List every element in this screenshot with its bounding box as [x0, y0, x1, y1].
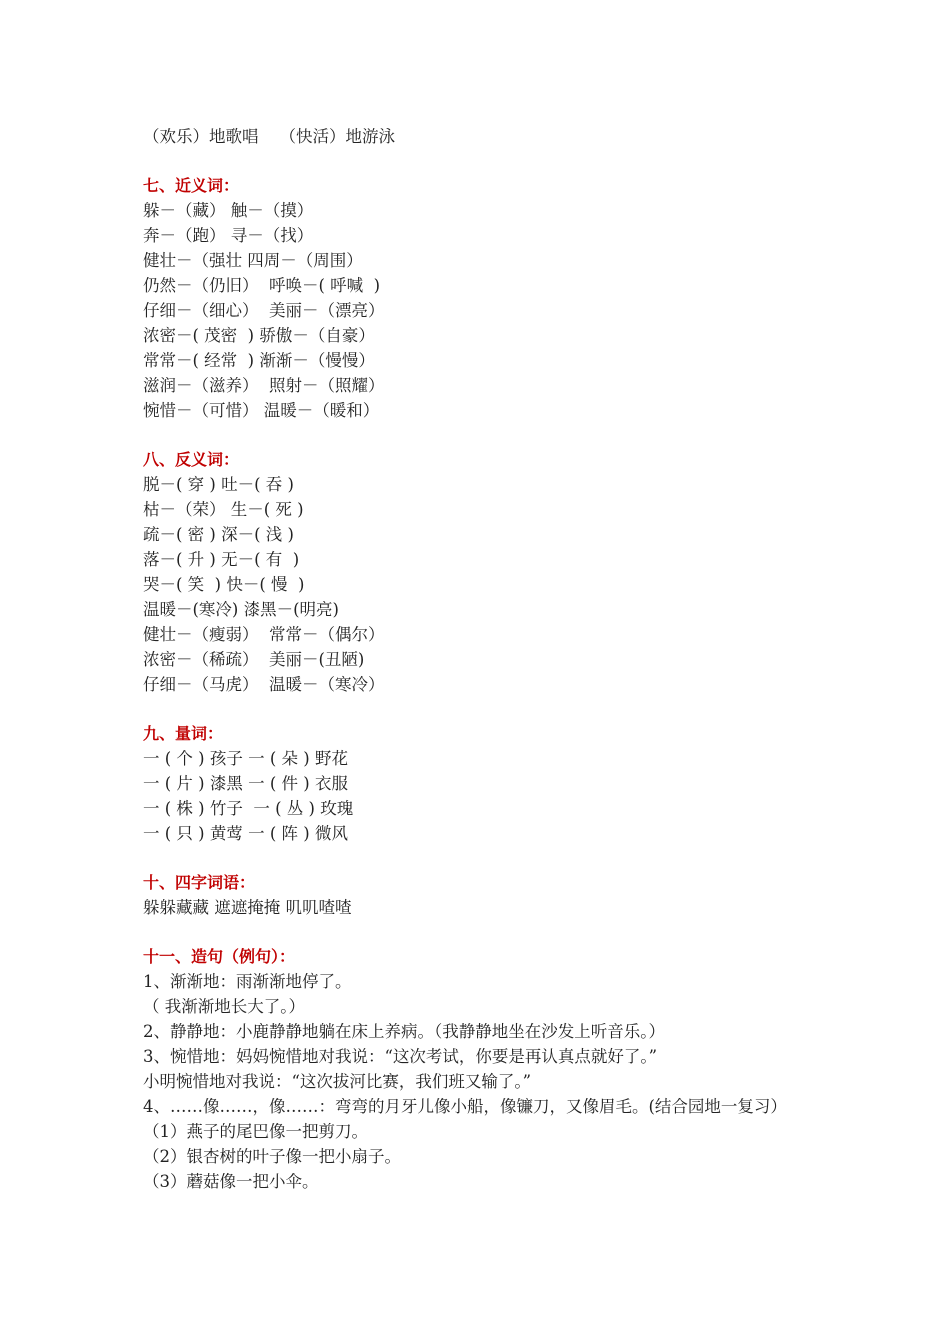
synonym-line: 躲－（藏） 触－（摸）	[143, 201, 314, 220]
measure-word-line: 一 ( 只 ) 黄莺 一 ( 阵 ) 微风	[143, 824, 348, 843]
antonym-line: 落－( 升 ) 无－( 有 )	[143, 550, 300, 569]
synonym-line: 惋惜－（可惜） 温暖－（暖和）	[143, 401, 380, 420]
spacer	[143, 697, 833, 721]
antonyms-heading: 八、反义词：	[143, 450, 240, 469]
sentence-line: （3）蘑菇像一把小伞。	[143, 1172, 319, 1191]
synonym-line: 奔－（跑） 寻－（找）	[143, 226, 314, 245]
sentence-line: 4、……像……，像……：弯弯的月牙儿像小船，像镰刀，又像眉毛。(结合园地一复习）	[143, 1097, 787, 1116]
spacer	[143, 920, 833, 944]
antonym-line: 温暖－(寒冷) 漆黑－(明亮)	[143, 600, 339, 619]
antonym-line: 浓密－（稀疏） 美丽－(丑陋)	[143, 650, 365, 669]
synonym-line: 仔细－（细心） 美丽－（漂亮）	[143, 301, 385, 320]
spacer	[143, 846, 833, 870]
four-char-line: 躲躲藏藏 遮遮掩掩 叽叽喳喳	[143, 898, 352, 917]
synonym-line: 滋润－（滋养） 照射－（照耀）	[143, 376, 385, 395]
antonym-line: 脱－( 穿 ) 吐－( 吞 )	[143, 475, 294, 494]
sentence-line: （1）燕子的尾巴像一把剪刀。	[143, 1122, 368, 1141]
spacer	[143, 149, 833, 173]
sentence-line: （ 我渐渐地长大了。）	[143, 997, 305, 1016]
document-page	[143, 124, 833, 1194]
sentence-line: 小明惋惜地对我说：“这次拔河比赛，我们班又输了。”	[143, 1072, 532, 1091]
sentence-line: 2、静静地：小鹿静静地躺在床上养病。（我静静地坐在沙发上听音乐。）	[143, 1022, 665, 1041]
sentence-line: 3、惋惜地：妈妈惋惜地对我说：“这次考试，你要是再认真点就好了。”	[143, 1047, 658, 1066]
measure-word-line: 一 ( 片 ) 漆黑 一 ( 件 ) 衣服	[143, 774, 348, 793]
measure-word-line: 一 ( 个 ) 孩子 一 ( 朵 ) 野花	[143, 749, 348, 768]
antonym-line: 健壮－（瘦弱） 常常－（偶尔）	[143, 625, 385, 644]
intro-line: （欢乐）地歌唱 （快活）地游泳	[143, 127, 395, 146]
spacer	[143, 423, 833, 447]
measure-words-heading: 九、量词：	[143, 724, 224, 743]
synonym-line: 常常－( 经常 ) 渐渐－（慢慢）	[143, 351, 375, 370]
sentences-heading: 十一、造句（例句）：	[143, 947, 296, 966]
antonym-line: 仔细－（马虎） 温暖－（寒冷）	[143, 675, 385, 694]
synonym-line: 仍然－（仍旧） 呼唤－( 呼喊 )	[143, 276, 381, 295]
antonym-line: 疏－( 密 ) 深－( 浅 )	[143, 525, 294, 544]
antonym-line: 枯－（荣） 生－( 死 )	[143, 500, 304, 519]
synonyms-heading: 七、近义词：	[143, 176, 240, 195]
synonym-line: 健壮－（强壮 四周－（周围）	[143, 251, 363, 270]
sentence-line: （2）银杏树的叶子像一把小扇子。	[143, 1147, 401, 1166]
sentence-line: 1、渐渐地：雨渐渐地停了。	[143, 972, 352, 991]
measure-word-line: 一 ( 株 ) 竹子 一 ( 丛 ) 玫瑰	[143, 799, 354, 818]
antonym-line: 哭－( 笑 ) 快－( 慢 )	[143, 575, 305, 594]
synonym-line: 浓密－( 茂密 ) 骄傲－（自豪）	[143, 326, 375, 345]
four-char-heading: 十、四字词语：	[143, 873, 256, 892]
